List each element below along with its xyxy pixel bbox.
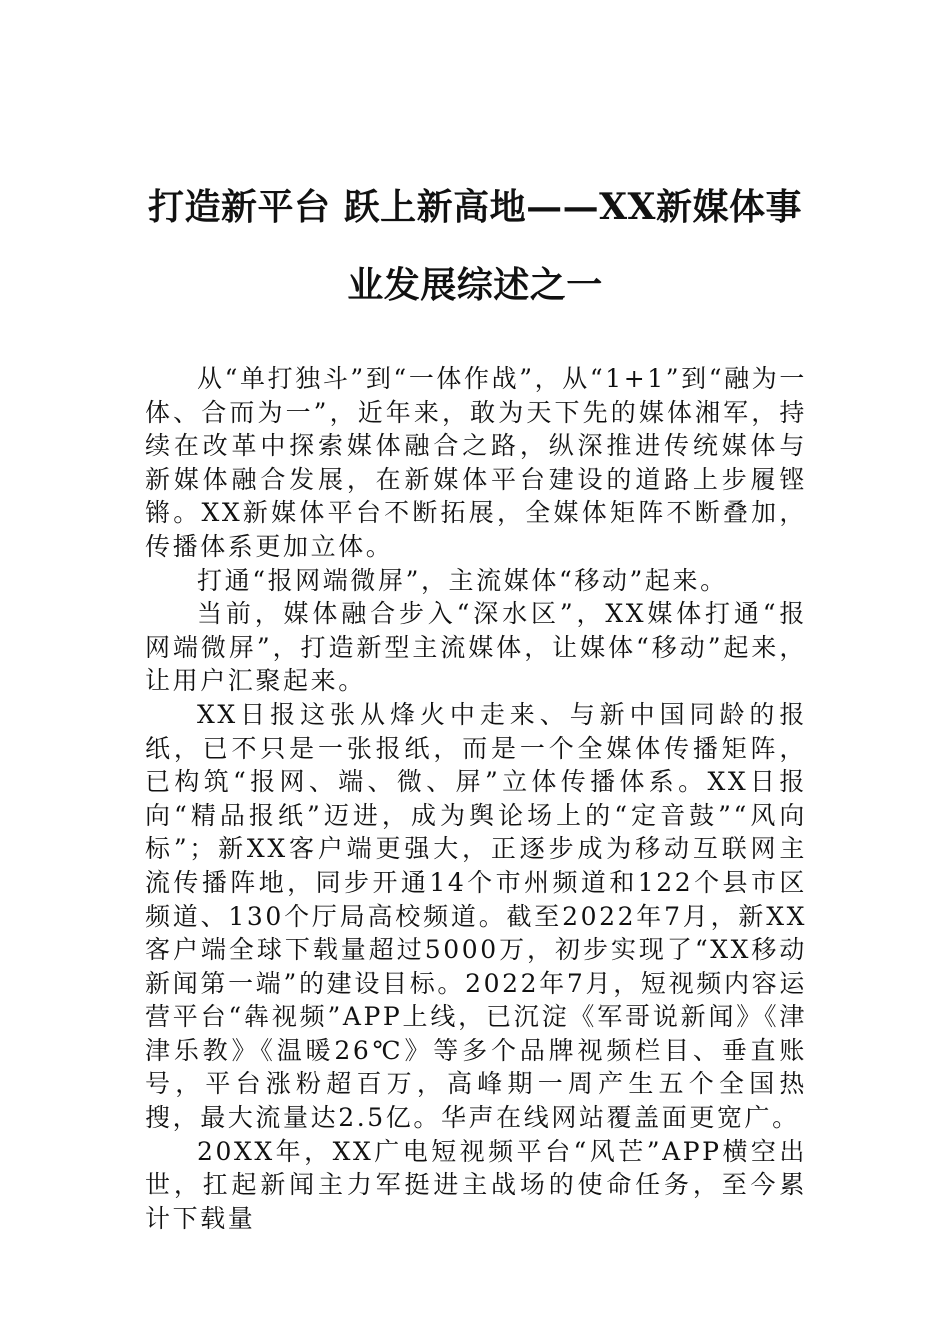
document-body bbox=[145, 362, 807, 1235]
title-line-2: 业发展综述之一 bbox=[347, 264, 603, 306]
body-paragraph: XX日报这张从烽火中走来、与新中国同龄的报纸，已不只是一张报纸，而是一个全媒体传播矩阵，已构筑“报网、端、微、屏”立体传播体系。XX日报向“精品报纸”迈进，成为舆论场上的“定音鼓”“风向标”；新XX客户端更强大，正逐步成为移动互联网主流传播阵地，同步开通14个市州频道和122个县市区频道、130个厅局高校频道。截至2022年7月，新XX客户端全球下载量超过5000万，初步实现了“XX移动新闻第一端”的建设目标。2022年7月，短视频内容运营平台“犇视频”APP上线，已沉淀《军哥说新闻》《津津乐教》《温暖26℃》等多个品牌视频栏目、垂直账号，平台涨粉超百万，高峰期一周产生五个全国热搜，最大流量达2.5亿。华声在线网站覆盖面更宽广。 bbox=[145, 699, 807, 1133]
body-paragraph: 当前，媒体融合步入“深水区”，XX媒体打通“报网端微屏”，打造新型主流媒体，让媒体“移动”起来，让用户汇聚起来。 bbox=[145, 599, 807, 696]
body-paragraph: 打通“报网端微屏”，主流媒体“移动”起来。 bbox=[197, 565, 728, 595]
title-line-1: 打造新平台 跃上新高地——XX新媒体事 bbox=[148, 186, 802, 228]
body-paragraph: 从“单打独斗”到“一体作战”，从“1+1”到“融为一体、合而为一”，近年来，敢为天下先的媒体湘军，持续在改革中探索媒体融合之路，纵深推进传统媒体与新媒体融合发展，在新媒体平台建设的道路上步履铿锵。XX新媒体平台不断拓展，全媒体矩阵不断叠加，传播体系更加立体。 bbox=[145, 364, 807, 561]
body-paragraph: 20XX年，XX广电短视频平台“风芒”APP横空出世，扛起新闻主力军挺进主战场的使命任务，至今累计下载量 bbox=[145, 1136, 807, 1233]
document-title bbox=[130, 168, 820, 324]
